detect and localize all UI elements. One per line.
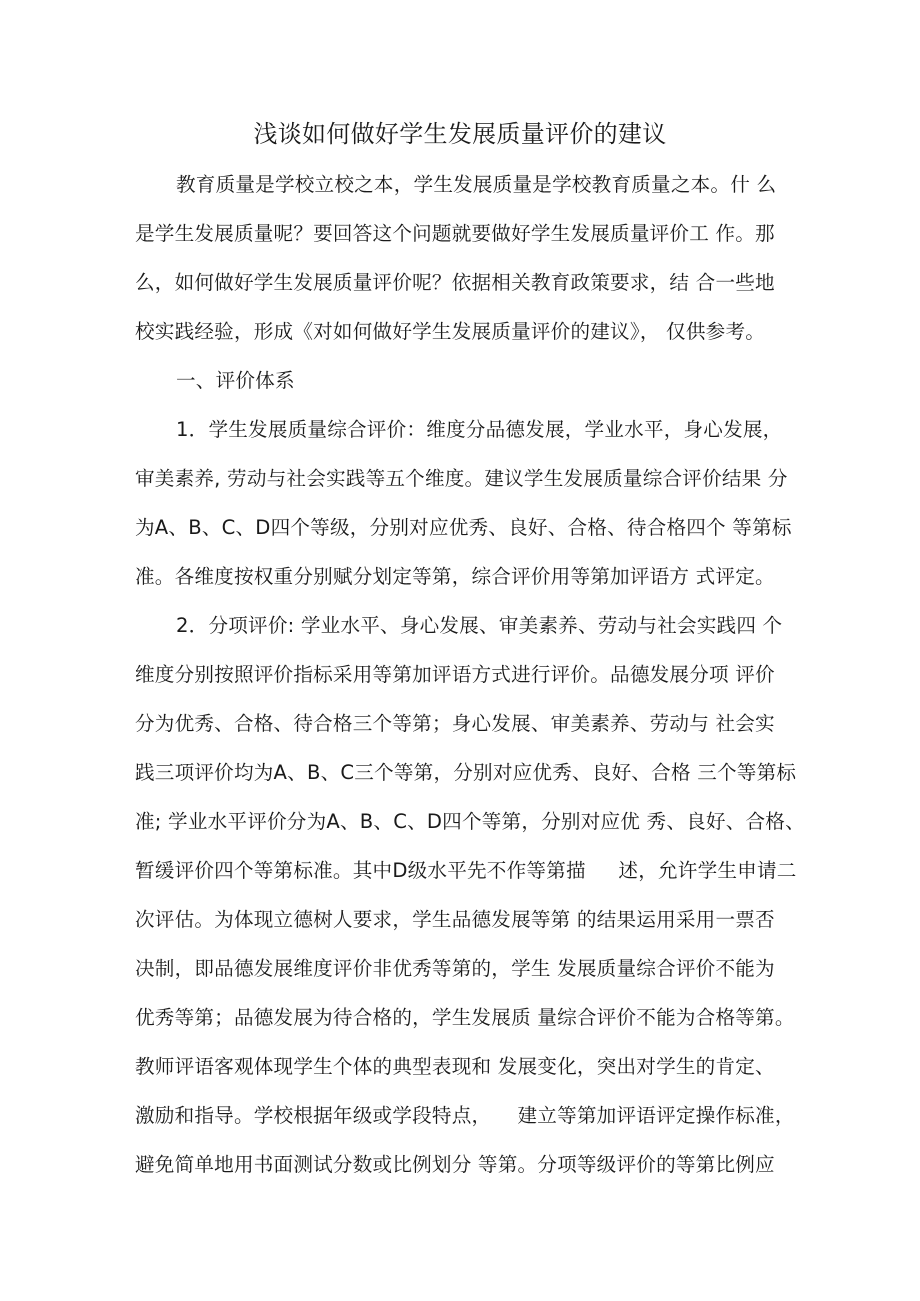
paragraph-line: 激励和指导。学校根据年级或学段特点， 建立等第加评语评定操作标准， xyxy=(135,1104,795,1127)
paragraph-line: 准; 学业水平评价分为A、B、C、D四个等第，分别对应优 秀、良好、合格、 xyxy=(135,810,805,833)
paragraph-line: 审美素养, 劳动与社会实践等五个维度。建议学生发展质量综合评价结果 分 xyxy=(135,467,788,490)
paragraph-line: 暂缓评价四个等第标准。其中D级水平先不作等第描 述，允许学生申请二 xyxy=(135,859,797,882)
paragraph-line: 是学生发展质量呢？要回答这个问题就要做好学生发展质量评价工 作。那 xyxy=(135,222,775,245)
paragraph-line: 避免简单地用书面测试分数或比例划分 等第。分项等级评价的等第比例应 xyxy=(135,1153,775,1176)
paragraph-line: 践三项评价均为A、B、C三个等第，分别对应优秀、良好、合格 三个等第标 xyxy=(135,761,797,784)
paragraph-line: 优秀等第；品德发展为待合格的，学生发展质 量综合评价不能为合格等第。 xyxy=(135,1006,795,1029)
document-title: 浅谈如何做好学生发展质量评价的建议 xyxy=(253,120,667,148)
paragraph-line: 1．学生发展质量综合评价：维度分品德发展，学业水平，身心发展， xyxy=(176,418,783,441)
paragraph-line: 教育质量是学校立校之本，学生发展质量是学校教育质量之本。什 么 xyxy=(176,173,777,196)
paragraph-line: 维度分别按照评价指标采用等第加评语方式进行评价。品德发展分项 评价 xyxy=(135,663,775,686)
section-heading: 一、评价体系 xyxy=(176,369,295,392)
paragraph-line: 次评估。为体现立德树人要求，学生品德发展等第 的结果运用采用一票否 xyxy=(135,908,775,931)
paragraph-line: 教师评语客观体现学生个体的典型表现和 发展变化，突出对学生的肯定、 xyxy=(135,1055,775,1078)
paragraph-line: 为A、B、C、D四个等级，分别对应优秀、良好、合格、待合格四个 等第标 xyxy=(135,516,792,539)
paragraph-line: 分为优秀、合格、待合格三个等第；身心发展、审美素养、劳动与 社会实 xyxy=(135,712,775,735)
paragraph-line: 准。各维度按权重分别赋分划定等第，综合评价用等第加评语方 式评定。 xyxy=(135,565,775,588)
paragraph-line: 么，如何做好学生发展质量评价呢？依据相关教育政策要求，结 合一些地 xyxy=(135,271,775,294)
paragraph-line: 2．分项评价: 学业水平、身心发展、审美素养、劳动与社会实践四 个 xyxy=(176,614,783,637)
paragraph-line: 校实践经验，形成《对如何做好学生发展质量评价的建议》， 仅供参考。 xyxy=(135,320,766,343)
paragraph-line: 决制，即品德发展维度评价非优秀等第的，学生 发展质量综合评价不能为 xyxy=(135,957,775,980)
